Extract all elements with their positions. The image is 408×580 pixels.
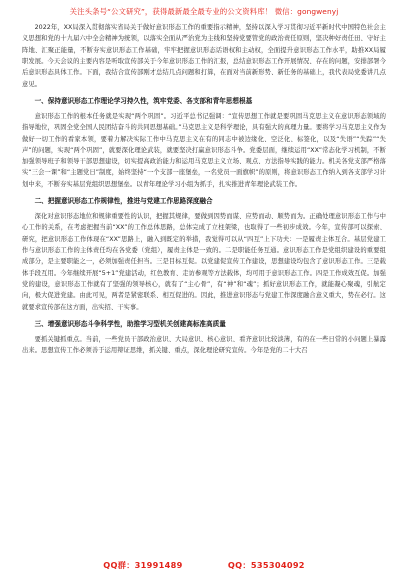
contact-footer <box>0 557 408 573</box>
section-3-paragraph: 要抓关键抓重点。当前，一些党员干部政治意识、大局意识、核心意识、看齐意识比较淡薄，有的在一些日常的小问题上暴露出来。思想宣传工作必须善于运用辩证思维，抓关键、重点，深化理论研究宣传。今年是党的二十大召 <box>22 335 386 355</box>
qq-number-text: QQ：535304092 <box>227 560 305 570</box>
document-body <box>22 22 386 554</box>
section-1-heading: 一、保持意识形态工作理论学习持久性，筑牢党委、各支部和青年思想根基 <box>34 96 253 105</box>
section-3-heading: 三、增强意识形态斗争科学性，助推学习型机关创建高标准高质量 <box>34 319 226 328</box>
section-2-paragraph: 深化对意识形态地位和规律重要性的认识，把握其规律，要做到因势而谋、应势而动、顺势而为。正确处理意识形态工作与中心工作的关系，在考虑把握当前“XX”的工作总体思路，总体完成了立柱架梁，也取得了一些初步成效。今年，宣传部可以探索、研究，把意识形态工作体现在“XX”思路上，融入到既定的举措，我觉得可以从“四互”上下功夫：一是履责主体互合。基层党建工作与意识形态工作的主体责任均在各党委（党组），履责主体是一致的。二是职能任务互通。意识形态工作是党组织建设的重要组成部分，是主要职能之一，必须加强责任担当。三是目标互促。以党建促宣传工作建设，思想建设均包含了意识形态工作。三是载体手段互用。今年继续开展“5+1”党建活动，红色教育、走访参观等方法载体，均可用于意识形态工作。四是工作成效互促。加强党的建设，意识形态工作就有了坚强的领导核心，就有了“主心骨”，有“神”和“魂”；抓好意识形态工作，就能凝心聚魂，引航定向，极大促进党建。由此可见，两者是紧密联系、相互促进的。因此，推进意识形态与党建工作深度融合意义重大，势在必行。这就要求宣传部在这方面，出实招、干实事。 <box>22 213 386 311</box>
intro-paragraph: 2022年，XX局深入贯彻落实省局关于做好意识形态工作的重要指示精神，坚持以深入学习贯彻习近平新时代中国特色社会主义思想和党的十九届六中全会精神为统领，以落实全面从严治党为主线和坚持党要管党的政治责任原则，坚决种好责任田、守好主阵地、汇聚正能量，不断夯实意识形态工作基础，牢牢把握意识形态话语权和主动权，全面提升意识形态工作水平，助推XX局履职发展。今天会议的主要内容是听取宣传部关于今年意识形态工作的汇报，总结意识形态工作开展情况、存在的问题，安排部署今后意识形态具体工作。下面，我结合宣传部刚才总结几点问题和打算，在面对当前新形势、新任务的基础上，我代表局党委讲几点意见。 <box>22 24 386 88</box>
section-1-paragraph: 意识形态工作的根本任务就是实现“两个巩固”。习近平总书记强调：“宣传思想工作就是要巩固马克思主义在意识形态领域的指导地位，巩固全党全国人民团结奋斗的共同思想基础。”马克思主义是科学理论，具有强大的真理力量。要将学习马克思主义作为做好一切工作的看家本领，要着力解决实际工作中马克思主义在有的同志中被边缘化、空泛化、标签化，以及“失语”“失踪”“失声”的问题，实现“两个巩固”，就要深化理论武装，就要坚决打赢意识形态斗争。党委层面，继续运用“XX”常态化学习机制，不断加强领导班子和领导干部思想建设，切实提高政治能力和运用马克思主义立场、观点、方法指导实践的能力。机关各党支部严格落实“三会一课”和“主题党日”制度，始终坚持“一个支部一座堡垒，一名党员一面旗帜”的原则，将意识形态工作纳入到各支部学习计划中来，不断夯实基层党组织思想堡垒。以青年理论学习小组为抓手，扎实推进青年理论武装工作。 <box>22 112 386 188</box>
section-2-heading: 二、把握意识形态工作规律性，推进与党建工作思路深度融合 <box>34 197 213 206</box>
qq-group-text: QQ群：31991489 <box>103 560 183 570</box>
promo-banner: 关注头条号“公文研究”，获得最新最全最专业的公文资料库！ 微信：gongwenyj <box>69 7 339 16</box>
